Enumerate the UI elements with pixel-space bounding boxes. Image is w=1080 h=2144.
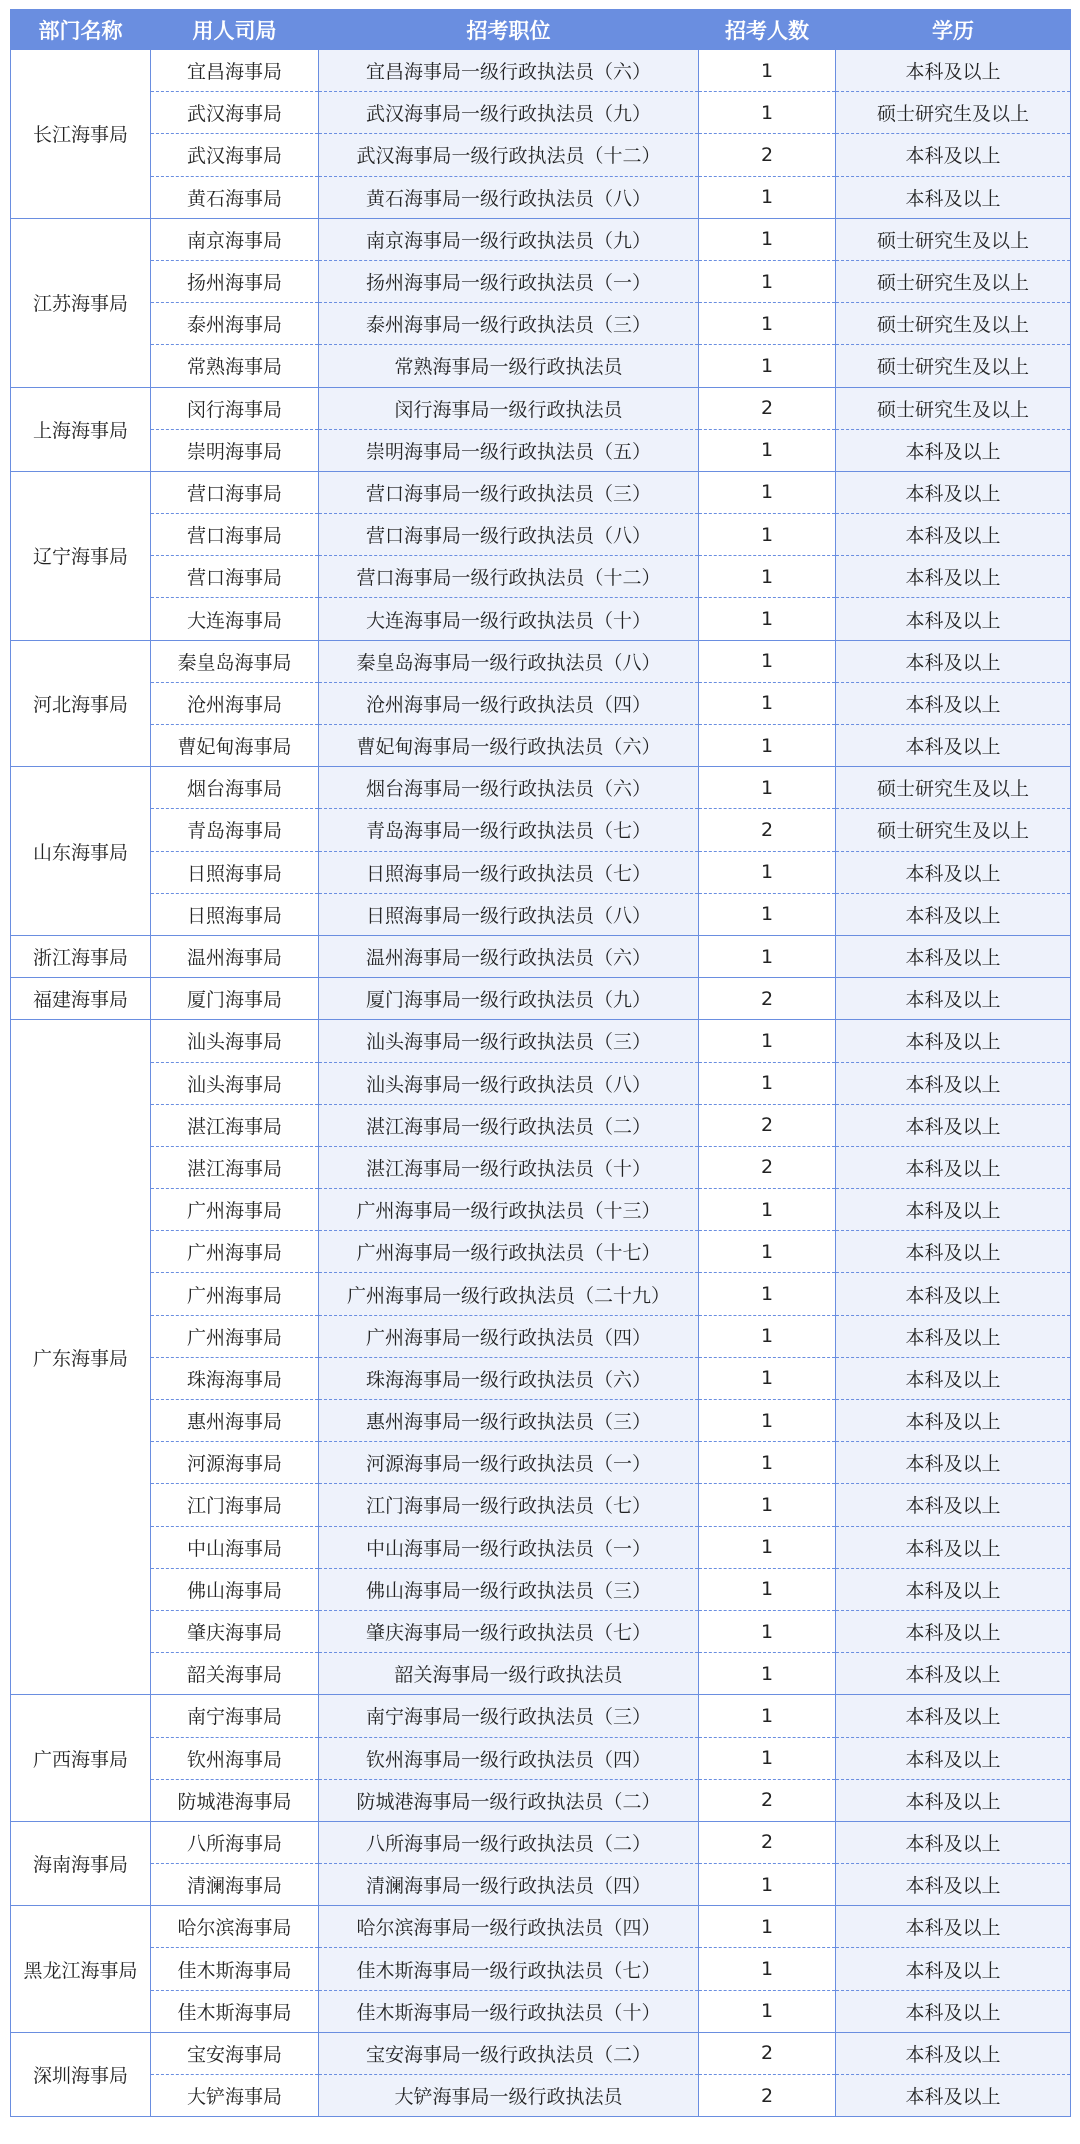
cell-bureau: 营口海事局 [151, 556, 319, 598]
cell-education: 硕士研究生及以上 [836, 260, 1071, 302]
cell-bureau: 清澜海事局 [151, 1864, 319, 1906]
cell-education: 本科及以上 [836, 1906, 1071, 1948]
cell-count: 1 [699, 1906, 836, 1948]
cell-count: 1 [699, 1062, 836, 1104]
recruitment-table-container [10, 9, 1070, 2117]
cell-bureau: 闵行海事局 [151, 387, 319, 429]
cell-bureau: 营口海事局 [151, 471, 319, 513]
cell-bureau: 韶关海事局 [151, 1653, 319, 1695]
cell-education: 本科及以上 [836, 1864, 1071, 1906]
cell-education: 本科及以上 [836, 1821, 1071, 1863]
table-row [11, 1104, 1071, 1146]
cell-position: 韶关海事局一级行政执法员 [319, 1653, 699, 1695]
cell-bureau: 武汉海事局 [151, 134, 319, 176]
cell-count: 1 [699, 1020, 836, 1062]
cell-education: 本科及以上 [836, 50, 1071, 92]
cell-count: 1 [699, 935, 836, 977]
cell-count: 1 [699, 1653, 836, 1695]
cell-count: 1 [699, 1484, 836, 1526]
cell-department: 江苏海事局 [11, 218, 151, 387]
table-row [11, 1906, 1071, 1948]
table-row [11, 1315, 1071, 1357]
cell-education: 本科及以上 [836, 1526, 1071, 1568]
table-row [11, 1146, 1071, 1188]
table-row [11, 809, 1071, 851]
cell-bureau: 厦门海事局 [151, 978, 319, 1020]
cell-count: 1 [699, 1231, 836, 1273]
cell-count: 1 [699, 1737, 836, 1779]
cell-bureau: 曹妃甸海事局 [151, 725, 319, 767]
cell-education: 硕士研究生及以上 [836, 767, 1071, 809]
cell-bureau: 哈尔滨海事局 [151, 1906, 319, 1948]
cell-position: 惠州海事局一级行政执法员（三） [319, 1400, 699, 1442]
table-row [11, 1273, 1071, 1315]
cell-position: 八所海事局一级行政执法员（二） [319, 1821, 699, 1863]
table-row [11, 851, 1071, 893]
cell-count: 1 [699, 429, 836, 471]
cell-education: 本科及以上 [836, 1779, 1071, 1821]
cell-department: 黑龙江海事局 [11, 1906, 151, 2033]
cell-position: 江门海事局一级行政执法员（七） [319, 1484, 699, 1526]
cell-count: 2 [699, 2075, 836, 2117]
cell-count: 1 [699, 260, 836, 302]
cell-bureau: 佳木斯海事局 [151, 1948, 319, 1990]
table-row [11, 1779, 1071, 1821]
table-row [11, 303, 1071, 345]
cell-bureau: 河源海事局 [151, 1442, 319, 1484]
cell-education: 本科及以上 [836, 134, 1071, 176]
cell-education: 本科及以上 [836, 935, 1071, 977]
cell-education: 本科及以上 [836, 1737, 1071, 1779]
cell-education: 本科及以上 [836, 1484, 1071, 1526]
table-row [11, 1568, 1071, 1610]
cell-department: 辽宁海事局 [11, 471, 151, 640]
cell-position: 扬州海事局一级行政执法员（一） [319, 260, 699, 302]
cell-bureau: 青岛海事局 [151, 809, 319, 851]
cell-position: 防城港海事局一级行政执法员（二） [319, 1779, 699, 1821]
cell-department: 深圳海事局 [11, 2032, 151, 2116]
cell-count: 1 [699, 556, 836, 598]
cell-position: 曹妃甸海事局一级行政执法员（六） [319, 725, 699, 767]
cell-education: 本科及以上 [836, 682, 1071, 724]
cell-position: 营口海事局一级行政执法员（三） [319, 471, 699, 513]
cell-bureau: 钦州海事局 [151, 1737, 319, 1779]
cell-bureau: 珠海海事局 [151, 1357, 319, 1399]
cell-education: 本科及以上 [836, 1610, 1071, 1652]
table-row [11, 134, 1071, 176]
cell-department: 河北海事局 [11, 640, 151, 767]
cell-position: 常熟海事局一级行政执法员 [319, 345, 699, 387]
cell-count: 1 [699, 640, 836, 682]
cell-education: 本科及以上 [836, 1189, 1071, 1231]
cell-bureau: 汕头海事局 [151, 1020, 319, 1062]
cell-position: 哈尔滨海事局一级行政执法员（四） [319, 1906, 699, 1948]
table-row [11, 1442, 1071, 1484]
cell-count: 2 [699, 387, 836, 429]
cell-position: 广州海事局一级行政执法员（四） [319, 1315, 699, 1357]
cell-position: 武汉海事局一级行政执法员（十二） [319, 134, 699, 176]
cell-position: 广州海事局一级行政执法员（十三） [319, 1189, 699, 1231]
table-row [11, 556, 1071, 598]
cell-education: 本科及以上 [836, 2032, 1071, 2074]
recruitment-table [10, 9, 1071, 2117]
cell-count: 1 [699, 471, 836, 513]
cell-count: 2 [699, 809, 836, 851]
cell-bureau: 泰州海事局 [151, 303, 319, 345]
cell-count: 1 [699, 1695, 836, 1737]
cell-position: 肇庆海事局一级行政执法员（七） [319, 1610, 699, 1652]
cell-count: 1 [699, 514, 836, 556]
cell-position: 烟台海事局一级行政执法员（六） [319, 767, 699, 809]
cell-bureau: 沧州海事局 [151, 682, 319, 724]
cell-position: 广州海事局一级行政执法员（十七） [319, 1231, 699, 1273]
cell-bureau: 南宁海事局 [151, 1695, 319, 1737]
table-row [11, 1695, 1071, 1737]
cell-education: 本科及以上 [836, 1062, 1071, 1104]
table-row [11, 1526, 1071, 1568]
header-department: 部门名称 [11, 10, 151, 50]
cell-count: 1 [699, 893, 836, 935]
table-row [11, 640, 1071, 682]
cell-bureau: 日照海事局 [151, 851, 319, 893]
cell-bureau: 八所海事局 [151, 1821, 319, 1863]
table-row [11, 2075, 1071, 2117]
cell-bureau: 常熟海事局 [151, 345, 319, 387]
cell-bureau: 湛江海事局 [151, 1104, 319, 1146]
cell-position: 厦门海事局一级行政执法员（九） [319, 978, 699, 1020]
cell-education: 本科及以上 [836, 725, 1071, 767]
cell-position: 日照海事局一级行政执法员（八） [319, 893, 699, 935]
cell-position: 汕头海事局一级行政执法员（八） [319, 1062, 699, 1104]
header-position: 招考职位 [319, 10, 699, 50]
cell-count: 1 [699, 50, 836, 92]
cell-department: 海南海事局 [11, 1821, 151, 1905]
cell-department: 广西海事局 [11, 1695, 151, 1822]
cell-department: 上海海事局 [11, 387, 151, 471]
table-row [11, 471, 1071, 513]
table-row [11, 1400, 1071, 1442]
table-row [11, 1062, 1071, 1104]
cell-education: 本科及以上 [836, 1653, 1071, 1695]
cell-education: 本科及以上 [836, 1104, 1071, 1146]
cell-bureau: 武汉海事局 [151, 92, 319, 134]
cell-education: 硕士研究生及以上 [836, 809, 1071, 851]
table-row [11, 1864, 1071, 1906]
cell-position: 河源海事局一级行政执法员（一） [319, 1442, 699, 1484]
table-row [11, 1653, 1071, 1695]
cell-count: 1 [699, 1442, 836, 1484]
cell-bureau: 宝安海事局 [151, 2032, 319, 2074]
cell-education: 本科及以上 [836, 1020, 1071, 1062]
cell-education: 硕士研究生及以上 [836, 345, 1071, 387]
table-header [11, 10, 1071, 50]
cell-count: 1 [699, 598, 836, 640]
cell-department: 广东海事局 [11, 1020, 151, 1695]
cell-bureau: 宜昌海事局 [151, 50, 319, 92]
table-row [11, 218, 1071, 260]
cell-bureau: 营口海事局 [151, 514, 319, 556]
cell-position: 日照海事局一级行政执法员（七） [319, 851, 699, 893]
cell-bureau: 扬州海事局 [151, 260, 319, 302]
cell-education: 本科及以上 [836, 1568, 1071, 1610]
cell-bureau: 中山海事局 [151, 1526, 319, 1568]
cell-count: 2 [699, 1104, 836, 1146]
cell-position: 青岛海事局一级行政执法员（七） [319, 809, 699, 851]
table-row [11, 50, 1071, 92]
table-row [11, 1231, 1071, 1273]
cell-position: 崇明海事局一级行政执法员（五） [319, 429, 699, 471]
cell-education: 本科及以上 [836, 556, 1071, 598]
cell-bureau: 大铲海事局 [151, 2075, 319, 2117]
cell-bureau: 温州海事局 [151, 935, 319, 977]
table-row [11, 598, 1071, 640]
cell-bureau: 南京海事局 [151, 218, 319, 260]
table-row [11, 260, 1071, 302]
cell-education: 本科及以上 [836, 851, 1071, 893]
table-row [11, 92, 1071, 134]
cell-count: 2 [699, 1146, 836, 1188]
cell-count: 2 [699, 134, 836, 176]
table-row [11, 893, 1071, 935]
cell-education: 本科及以上 [836, 1146, 1071, 1188]
cell-education: 硕士研究生及以上 [836, 218, 1071, 260]
cell-count: 1 [699, 92, 836, 134]
cell-count: 2 [699, 1821, 836, 1863]
cell-bureau: 崇明海事局 [151, 429, 319, 471]
cell-education: 本科及以上 [836, 1231, 1071, 1273]
cell-position: 南宁海事局一级行政执法员（三） [319, 1695, 699, 1737]
cell-education: 本科及以上 [836, 598, 1071, 640]
cell-count: 1 [699, 767, 836, 809]
table-row [11, 1357, 1071, 1399]
table-row [11, 387, 1071, 429]
cell-position: 珠海海事局一级行政执法员（六） [319, 1357, 699, 1399]
cell-bureau: 黄石海事局 [151, 176, 319, 218]
cell-position: 温州海事局一级行政执法员（六） [319, 935, 699, 977]
cell-position: 宝安海事局一级行政执法员（二） [319, 2032, 699, 2074]
cell-count: 1 [699, 1315, 836, 1357]
cell-position: 钦州海事局一级行政执法员（四） [319, 1737, 699, 1779]
cell-education: 硕士研究生及以上 [836, 92, 1071, 134]
cell-position: 南京海事局一级行政执法员（九） [319, 218, 699, 260]
cell-department: 福建海事局 [11, 978, 151, 1020]
cell-education: 本科及以上 [836, 1990, 1071, 2032]
cell-bureau: 汕头海事局 [151, 1062, 319, 1104]
cell-education: 本科及以上 [836, 640, 1071, 682]
cell-bureau: 广州海事局 [151, 1315, 319, 1357]
cell-position: 湛江海事局一级行政执法员（十） [319, 1146, 699, 1188]
cell-position: 营口海事局一级行政执法员（十二） [319, 556, 699, 598]
cell-count: 1 [699, 345, 836, 387]
table-row [11, 429, 1071, 471]
cell-count: 1 [699, 1189, 836, 1231]
cell-count: 1 [699, 1610, 836, 1652]
cell-education: 本科及以上 [836, 893, 1071, 935]
cell-education: 本科及以上 [836, 176, 1071, 218]
cell-count: 1 [699, 218, 836, 260]
cell-position: 湛江海事局一级行政执法员（二） [319, 1104, 699, 1146]
table-row [11, 1020, 1071, 1062]
cell-count: 2 [699, 1779, 836, 1821]
cell-position: 宜昌海事局一级行政执法员（六） [319, 50, 699, 92]
cell-education: 本科及以上 [836, 1400, 1071, 1442]
cell-position: 清澜海事局一级行政执法员（四） [319, 1864, 699, 1906]
cell-bureau: 佳木斯海事局 [151, 1990, 319, 2032]
cell-position: 沧州海事局一级行政执法员（四） [319, 682, 699, 724]
cell-bureau: 广州海事局 [151, 1231, 319, 1273]
table-row [11, 1948, 1071, 1990]
table-row [11, 1189, 1071, 1231]
table-row [11, 2032, 1071, 2074]
table-row [11, 1737, 1071, 1779]
cell-position: 佳木斯海事局一级行政执法员（十） [319, 1990, 699, 2032]
cell-education: 本科及以上 [836, 2075, 1071, 2117]
cell-bureau: 肇庆海事局 [151, 1610, 319, 1652]
cell-education: 本科及以上 [836, 1357, 1071, 1399]
cell-bureau: 烟台海事局 [151, 767, 319, 809]
cell-bureau: 秦皇岛海事局 [151, 640, 319, 682]
table-row [11, 978, 1071, 1020]
cell-education: 硕士研究生及以上 [836, 387, 1071, 429]
cell-position: 汕头海事局一级行政执法员（三） [319, 1020, 699, 1062]
table-row [11, 1990, 1071, 2032]
cell-bureau: 日照海事局 [151, 893, 319, 935]
table-row [11, 682, 1071, 724]
cell-count: 1 [699, 725, 836, 767]
cell-bureau: 广州海事局 [151, 1273, 319, 1315]
table-row [11, 1484, 1071, 1526]
cell-education: 本科及以上 [836, 1273, 1071, 1315]
cell-count: 1 [699, 1400, 836, 1442]
cell-department: 长江海事局 [11, 50, 151, 219]
cell-position: 大铲海事局一级行政执法员 [319, 2075, 699, 2117]
cell-position: 闵行海事局一级行政执法员 [319, 387, 699, 429]
table-row [11, 345, 1071, 387]
cell-count: 1 [699, 303, 836, 345]
cell-education: 本科及以上 [836, 978, 1071, 1020]
cell-bureau: 佛山海事局 [151, 1568, 319, 1610]
cell-bureau: 大连海事局 [151, 598, 319, 640]
cell-count: 1 [699, 1568, 836, 1610]
cell-position: 武汉海事局一级行政执法员（九） [319, 92, 699, 134]
cell-bureau: 湛江海事局 [151, 1146, 319, 1188]
cell-count: 1 [699, 682, 836, 724]
cell-education: 本科及以上 [836, 1442, 1071, 1484]
cell-count: 1 [699, 1357, 836, 1399]
table-row [11, 514, 1071, 556]
cell-position: 泰州海事局一级行政执法员（三） [319, 303, 699, 345]
cell-count: 1 [699, 1864, 836, 1906]
cell-position: 佳木斯海事局一级行政执法员（七） [319, 1948, 699, 1990]
cell-bureau: 江门海事局 [151, 1484, 319, 1526]
cell-count: 1 [699, 1948, 836, 1990]
table-row [11, 176, 1071, 218]
cell-count: 2 [699, 978, 836, 1020]
header-bureau: 用人司局 [151, 10, 319, 50]
cell-education: 本科及以上 [836, 1695, 1071, 1737]
table-row [11, 935, 1071, 977]
cell-count: 1 [699, 176, 836, 218]
cell-count: 2 [699, 2032, 836, 2074]
header-count: 招考人数 [699, 10, 836, 50]
header-education: 学历 [836, 10, 1071, 50]
cell-position: 中山海事局一级行政执法员（一） [319, 1526, 699, 1568]
cell-department: 浙江海事局 [11, 935, 151, 977]
cell-education: 本科及以上 [836, 1948, 1071, 1990]
cell-education: 本科及以上 [836, 471, 1071, 513]
header-row [11, 10, 1071, 50]
cell-position: 广州海事局一级行政执法员（二十九） [319, 1273, 699, 1315]
cell-department: 山东海事局 [11, 767, 151, 936]
cell-position: 秦皇岛海事局一级行政执法员（八） [319, 640, 699, 682]
table-row [11, 725, 1071, 767]
cell-count: 1 [699, 1526, 836, 1568]
table-row [11, 1821, 1071, 1863]
cell-bureau: 广州海事局 [151, 1189, 319, 1231]
cell-education: 硕士研究生及以上 [836, 303, 1071, 345]
cell-count: 1 [699, 1990, 836, 2032]
cell-education: 本科及以上 [836, 514, 1071, 556]
cell-count: 1 [699, 851, 836, 893]
table-row [11, 767, 1071, 809]
cell-bureau: 惠州海事局 [151, 1400, 319, 1442]
table-row [11, 1610, 1071, 1652]
cell-position: 佛山海事局一级行政执法员（三） [319, 1568, 699, 1610]
cell-count: 1 [699, 1273, 836, 1315]
cell-education: 本科及以上 [836, 429, 1071, 471]
table-body [11, 50, 1071, 2117]
cell-position: 大连海事局一级行政执法员（十） [319, 598, 699, 640]
cell-bureau: 防城港海事局 [151, 1779, 319, 1821]
cell-position: 营口海事局一级行政执法员（八） [319, 514, 699, 556]
cell-education: 本科及以上 [836, 1315, 1071, 1357]
cell-position: 黄石海事局一级行政执法员（八） [319, 176, 699, 218]
